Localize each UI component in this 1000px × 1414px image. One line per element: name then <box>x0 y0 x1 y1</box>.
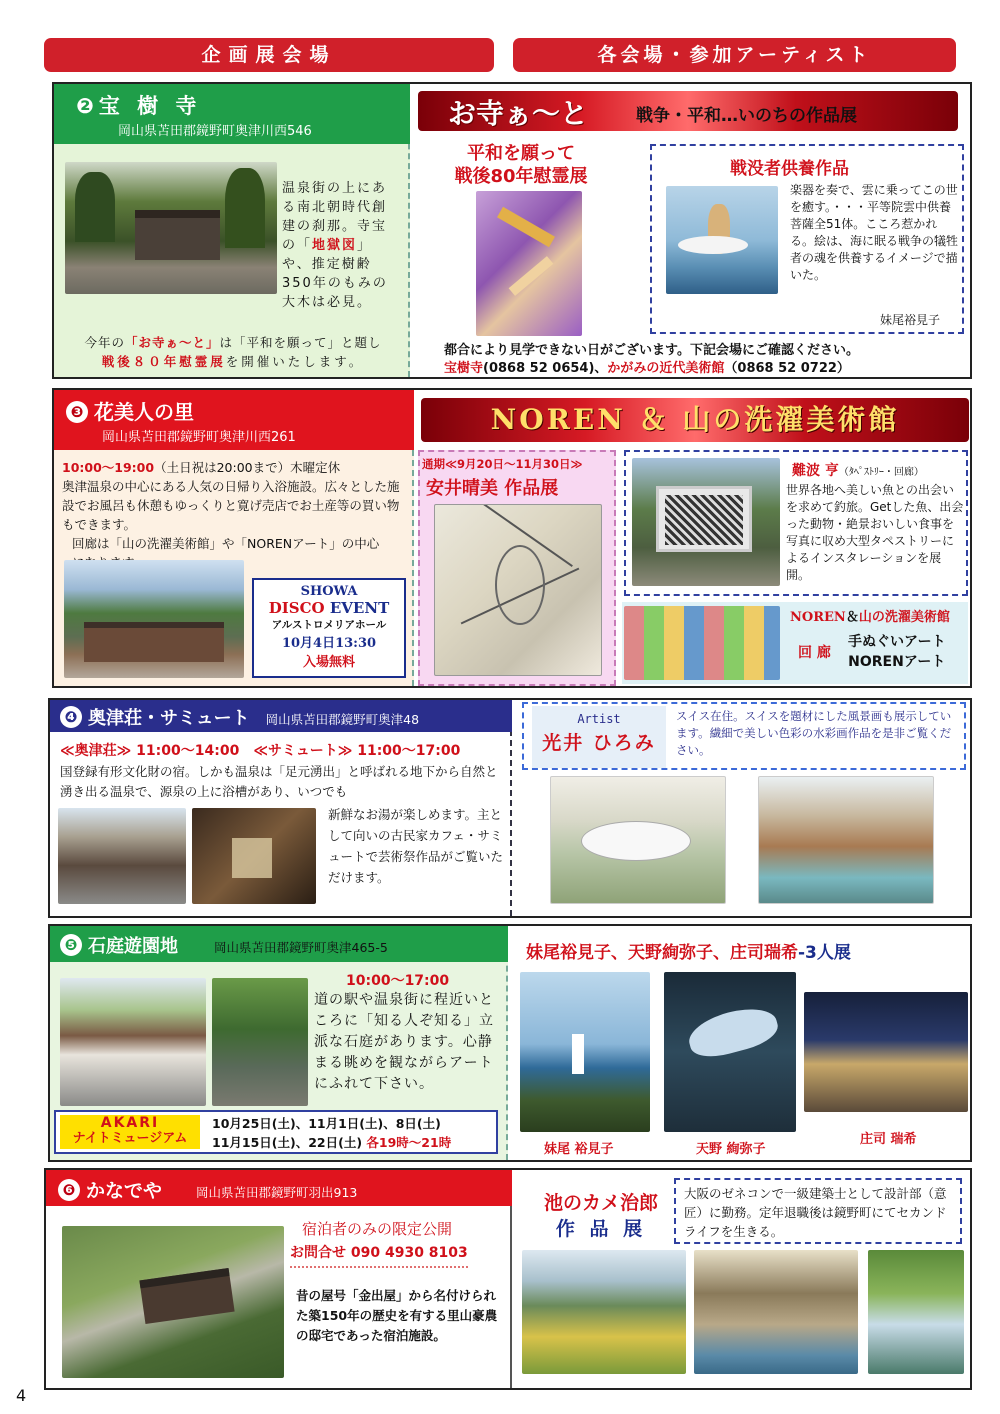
sekitei-garden-photo <box>212 978 308 1106</box>
number-badge: ❹ <box>60 706 82 728</box>
houjuji-desc: 温泉街の上にある南北朝時代創建の刹那。寺宝の「地獄図」や、推定樹齢350年のもみの大木は必見。 <box>282 181 388 310</box>
kame-painting-3 <box>868 1250 964 1374</box>
whale-painting <box>664 972 796 1132</box>
okutsuso-title-bar <box>50 700 512 732</box>
exhibit-period: 通期≪9月20日～11月30日≫ <box>422 457 583 471</box>
kame-profile-text: 大阪のゼネコンで一級建築士として設計部（意匠）に勤務。定年退職後は鏡野町にてセカンドライフを生きる。 <box>684 1186 947 1239</box>
samuto-photo <box>192 808 316 904</box>
akari-box <box>54 1110 498 1154</box>
lighthouse-painting <box>520 972 650 1132</box>
yasui-artwork <box>434 504 602 676</box>
venue-address: 岡山県苫田郡鏡野町奥津川西546 <box>118 124 312 139</box>
temple-gate-photo <box>65 162 277 294</box>
number-badge: ❺ <box>60 934 82 956</box>
noren-photo <box>624 606 780 680</box>
hanabijin-title-bar <box>54 390 414 450</box>
kame-painting-2 <box>694 1250 858 1374</box>
artist-caption-3: 庄司 瑞希 <box>860 1132 917 1147</box>
namba-panel <box>624 450 968 596</box>
okutsuso-hours: ≪奥津荘≫ 11:00～14:00 ≪サミュート≫ 11:00～17:00 <box>60 743 461 759</box>
section-kanadeya <box>44 1168 972 1390</box>
venue-address: 岡山県苫田郡鏡野町羽出913 <box>196 1185 358 1200</box>
venue-title: かなでや <box>86 1180 163 1202</box>
sekitei-building-photo <box>60 978 206 1106</box>
swiss-painting-1 <box>550 776 726 904</box>
kanadeya-aerial-photo <box>62 1226 284 1378</box>
number-badge: ❸ <box>66 401 88 423</box>
mitsui-panel <box>522 702 966 770</box>
peace-exhibition-title: 平和を願って 戦後80年慰霊展 <box>454 143 588 187</box>
kanadeya-title-bar <box>46 1170 512 1206</box>
artist-label: Artist <box>577 712 621 726</box>
kanadeya-contact: お問合せ 090 4930 8103 <box>290 1242 468 1268</box>
sekitei-hours: 10:00～17:00 <box>346 973 450 989</box>
artist-name: 光井 ひろみ <box>542 732 656 754</box>
kairo-contents: 手ぬぐいアート NORENアート <box>848 634 946 670</box>
memorial-title: 戦没者供養作品 <box>730 159 849 179</box>
disco-event-box: SHOWA DISCO EVENT アルストロメリアホール 10月4日13:30 入場無料 <box>252 578 406 678</box>
sekitei-title-bar <box>50 926 508 962</box>
kame-exhibit-title: 池のカメ治郎 作 品 展 <box>543 1192 658 1240</box>
otera-art-banner: お寺ぁ〜と 戦争・平和…いのちの作品展 <box>418 91 958 131</box>
mitsui-text: スイス在住。スイスを題材にした風景画も展示しています。繊細で美しい色彩の水彩画作品を是非ご覧ください。 <box>676 709 952 757</box>
houjuji-note: 今年の「お寺ぁ〜と」は「平和を願って」と題し 戦後８０年慰霊展を開催いたします。 <box>84 335 382 369</box>
section-hanabijin <box>52 388 972 688</box>
houjuji-title-bar <box>54 84 410 144</box>
artist-caption-2: 天野 絢弥子 <box>696 1142 766 1157</box>
kame-profile <box>674 1178 962 1244</box>
exhibit-title: 安井晴美 作品展 <box>426 478 559 499</box>
cityscape-painting <box>804 992 968 1112</box>
kairo-label: 回 廊 <box>798 645 831 661</box>
akari-label: AKARI ナイトミュージアム <box>60 1115 200 1149</box>
okutsuso-photo <box>58 808 186 904</box>
yasui-exhibit <box>418 450 616 686</box>
memorial-text: 楽器を奏で、雲に乗ってこの世を癒す。・・・平等院雲中供養菩薩全51体。こころ惹かれる。絵は、海に眠る戦争の犠牲者の魂を供養するイメージで描いた。 <box>790 183 959 282</box>
number-badge: ❷ <box>76 94 99 118</box>
noren-art-box <box>622 602 968 684</box>
akari-dates: 10月25日(土)、11月1日(土)、8日(土) 11月15日(土)、22日(土) 各19時～21時 <box>212 1116 452 1150</box>
peace-artwork <box>476 191 582 336</box>
section-sekitei <box>48 924 972 1162</box>
noren-label: NOREN＆山の洗濯美術館 <box>790 610 950 625</box>
bodhisattva-painting <box>666 186 778 294</box>
artist-caption-1: 妹尾 裕見子 <box>544 1142 614 1157</box>
venue-title: 宝 樹 寺 <box>98 94 202 118</box>
mitsui-name-box <box>532 706 666 768</box>
hanabijin-desc: 10:00～19:00（土日祝は20:00まで）木曜定休 奥津温泉の中心にある人気の日帰り入浴施設。広々とした施設でお風呂も休憩もゆっくりと寛げ売店でお土産等の買い物もできます。 回廊は「山の洗濯美術館」や「NORENアート」の中心 <box>62 460 400 551</box>
header-venues: 企画展会場 <box>44 38 494 72</box>
guests-only: 宿泊者のみの限定公開 <box>302 1220 453 1238</box>
venue-title: 奥津荘・サミュート <box>88 708 250 729</box>
page-number: 4 <box>16 1386 27 1405</box>
hanabijin-photo <box>64 560 244 678</box>
noren-banner: NOREN ＆ 山の洗濯美術館 <box>421 398 969 442</box>
kame-painting-1 <box>522 1250 686 1374</box>
okutsuso-desc2: 新鮮なお湯が楽しめます。主として向いの古民家カフェ・サミュートで芸術祭作品がご覧いただけます。 <box>328 807 504 885</box>
okutsuso-desc: 国登録有形文化財の宿。しかも温泉は「足元湧出」と呼ばれる地下から自然と湧き出る温泉で、源泉の上に浴槽があり、いつでも <box>60 764 498 799</box>
venue-title: 花美人の里 <box>94 400 194 424</box>
memorial-panel <box>650 144 964 334</box>
notice: 都合により見学できない日がございます。下記会場にご確認ください。 宝樹寺(0868 52 0654)、かがみの近代美術館（0868 52 0722） <box>444 343 859 376</box>
section-houjuji <box>52 82 972 379</box>
three-artists-title: 妹尾裕見子、天野絢弥子、庄司瑞希-3人展 <box>526 943 851 963</box>
kanadeya-desc: 昔の屋号「金出屋」から名付けられた築150年の歴史を有する里山豪農の邸宅であった宿泊施設。 <box>296 1288 498 1343</box>
venue-address: 岡山県苫田郡鏡野町奥津川西261 <box>102 430 296 445</box>
section-okutsuso <box>48 698 972 918</box>
venue-address: 岡山県苫田郡鏡野町奥津48 <box>265 712 420 727</box>
header-artists: 各会場・参加アーティスト <box>513 38 956 72</box>
venue-address: 岡山県苫田郡鏡野町奥津465-5 <box>214 940 388 955</box>
namba-tapestry-photo <box>632 458 780 586</box>
sekitei-desc: 道の駅や温泉街に程近いところに「知る人ぞ知る」立派な石庭があります。心静まる眺めを観ながらアートにふれて下さい。 <box>314 992 494 1092</box>
memorial-artist: 妹尾裕見子 <box>880 313 941 327</box>
namba-text: 世界各地へ美しい魚との出会いを求めて釣旅。Getした魚、出会った動物・絶景おいしい食事を写真に収め大型タペストリーによるインスタレーションを展開。 <box>786 483 964 582</box>
number-badge: ❻ <box>58 1179 80 1201</box>
swiss-painting-2 <box>758 776 934 904</box>
venue-title: 石庭遊園地 <box>88 936 178 957</box>
namba-name: 難波 亨（ﾀﾍﾟｽﾄﾘｰ・回廊） <box>792 463 924 479</box>
